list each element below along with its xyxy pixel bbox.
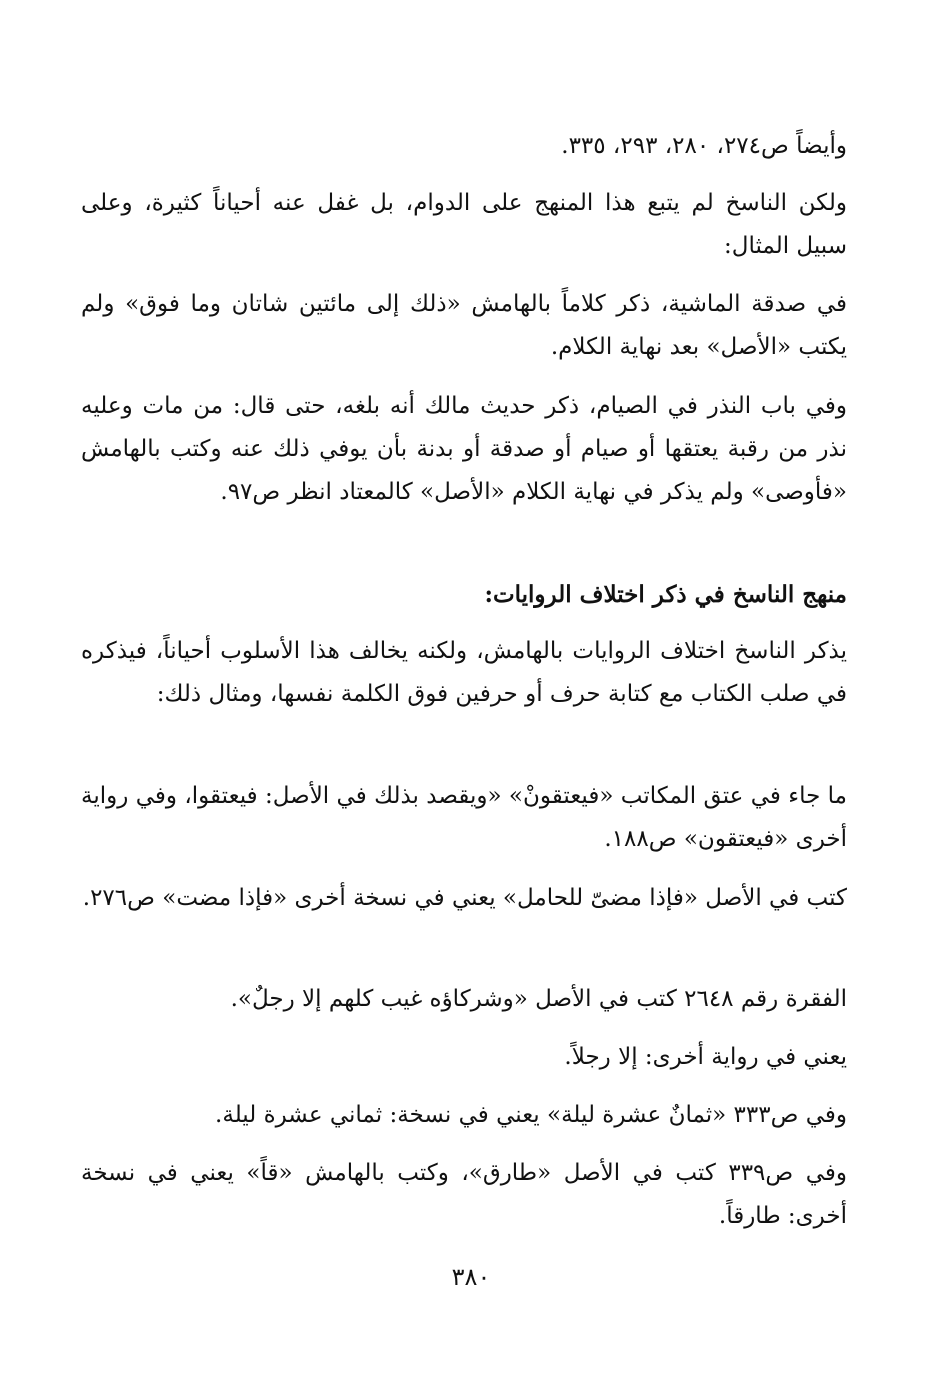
- paragraph-page-references: وأيضاً ص٢٧٤، ٢٨٠، ٢٩٣، ٣٣٥.: [561, 133, 847, 159]
- paragraph-vow-fasting: وفي باب النذر في الصيام، ذكر حديث مالك أنه بلغه، حتى قال: من مات وعليه نذر من رقبة يعتقها أو صيام أو صدقة أو بدنة بأن يوفي ذلك عنه وكتب بالهامش «فأوصى» ولم يذكر في نهاية الكلام «الأصل» كالمعتاد انظر ص٩٧.: [81, 393, 847, 505]
- paragraph-example-rajulan: يعني في رواية أخرى: إلا رجلاً.: [564, 1044, 847, 1070]
- paragraph-example-mukatab: ما جاء في عتق المكاتب «فيعتقونْ» «ويقصد بذلك في الأصل: فيعتقوا، وفي رواية أخرى «فيعتقون» ص١٨٨.: [81, 783, 847, 852]
- paragraph-copyist-deviation: ولكن الناسخ لم يتبع هذا المنهج على الدوام، بل غفل عنه أحياناً كثيرة، وعلى سبيل المثال:: [81, 190, 847, 259]
- paragraph-example-333: وفي ص٣٣٣ «ثمانٌ عشرة ليلة» يعني في نسخة: ثماني عشرة ليلة.: [215, 1102, 847, 1128]
- paragraph-variant-readings: يذكر الناسخ اختلاف الروايات بالهامش، ولكنه يخالف هذا الأسلوب أحياناً، فيذكره في صلب الكتاب مع كتابة حرف أو حرفين فوق الكلمة نفسها، ومثال ذلك:: [81, 638, 847, 707]
- section-heading: منهج الناسخ في ذكر اختلاف الروايات:: [484, 581, 847, 608]
- page-number: ٣٨٠: [451, 1263, 491, 1291]
- paragraph-livestock-zakat: في صدقة الماشية، ذكر كلاماً بالهامش «ذلك إلى مائتين شاتان وما فوق» ولم يكتب «الأصل» بعد نهاية الكلام.: [81, 291, 847, 360]
- paragraph-example-339: وفي ص٣٣٩ كتب في الأصل «طارق»، وكتب بالهامش «قاً» يعني في نسخة أخرى: طارقاً.: [81, 1160, 847, 1229]
- paragraph-example-2648: الفقرة رقم ٢٦٤٨ كتب في الأصل «وشركاؤه غيب كلهم إلا رجلٌ».: [230, 986, 847, 1012]
- paragraph-example-pregnant: كتب في الأصل «فإذا مضىّ للحامل» يعني في نسخة أخرى «فإذا مضت» ص٢٧٦.: [82, 885, 847, 911]
